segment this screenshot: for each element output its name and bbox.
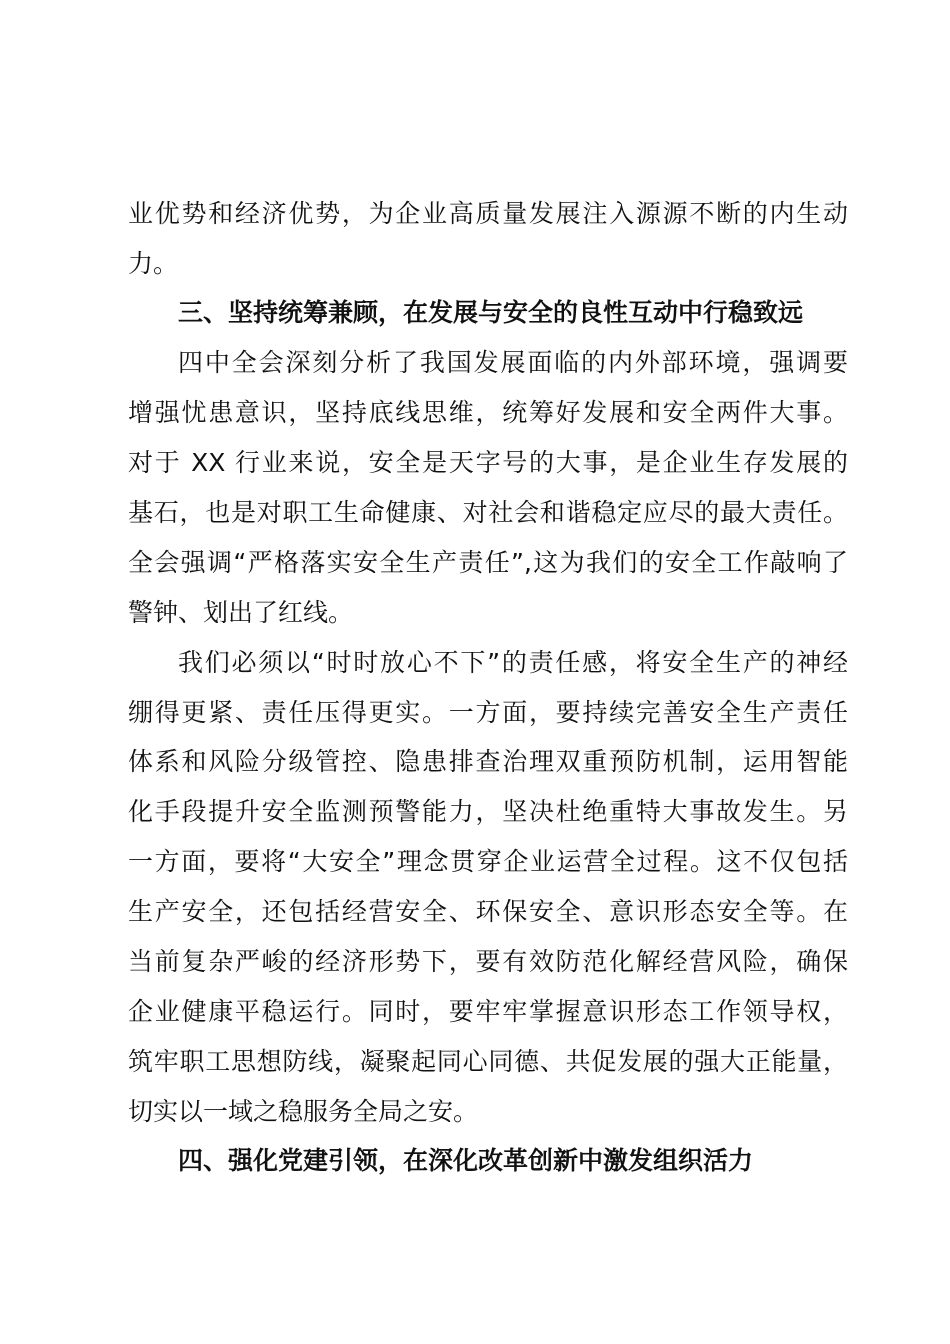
paragraph-3-line-2: 绷得更紧、责任压得更实。一方面，要持续完善安全生产责任: [128, 698, 848, 727]
section-heading-4: 四、强化党建引领，在深化改革创新中激发组织活力: [178, 1146, 754, 1175]
paragraph-2-line-6: 警钟、划出了红线。: [128, 598, 354, 627]
paragraph-3-line-3: 体系和风险分级管控、隐患排查治理双重预防机制，运用智能: [128, 747, 848, 776]
paragraph-3-line-1: 我们必须以“时时放心不下”的责任感，将安全生产的神经: [178, 648, 848, 677]
paragraph-2-line-2: 增强忧患意识，坚持底线思维，统筹好发展和安全两件大事。: [128, 398, 848, 427]
paragraph-3-line-10: 切实以一域之稳服务全局之安。: [128, 1097, 479, 1126]
paragraph-2-line-4: 基石，也是对职工生命健康、对社会和谐稳定应尽的最大责任。: [128, 498, 848, 527]
paragraph-3-line-5: 一方面，要将“大安全”理念贯穿企业运营全过程。这不仅包括: [128, 847, 848, 876]
paragraph-3-line-7: 当前复杂严峻的经济形势下，要有效防范化解经营风险，确保: [128, 947, 848, 976]
paragraph-2-line-5: 全会强调“严格落实安全生产责任”,这为我们的安全工作敲响了: [128, 548, 848, 577]
paragraph-3-line-4: 化手段提升安全监测预警能力，坚决杜绝重特大事故发生。另: [128, 797, 848, 826]
paragraph-3-line-9: 筑牢职工思想防线，凝聚起同心同德、共促发展的强大正能量，: [128, 1047, 848, 1076]
paragraph-2-line-1: 四中全会深刻分析了我国发展面临的内外部环境，强调要: [178, 348, 848, 377]
paragraph-3-line-8: 企业健康平稳运行。同时，要牢牢掌握意识形态工作领导权，: [128, 997, 848, 1026]
paragraph-3-line-6: 生产安全，还包括经营安全、环保安全、意识形态安全等。在: [128, 897, 848, 926]
paragraph-1-line-1: 业优势和经济优势，为企业高质量发展注入源源不断的内生动: [128, 199, 848, 228]
section-heading-3: 三、坚持统筹兼顾，在发展与安全的良性互动中行稳致远: [178, 298, 804, 327]
paragraph-1-line-2: 力。: [128, 249, 179, 278]
paragraph-2-line-3: 对于 XX 行业来说，安全是天字号的大事，是企业生存发展的: [128, 448, 848, 477]
